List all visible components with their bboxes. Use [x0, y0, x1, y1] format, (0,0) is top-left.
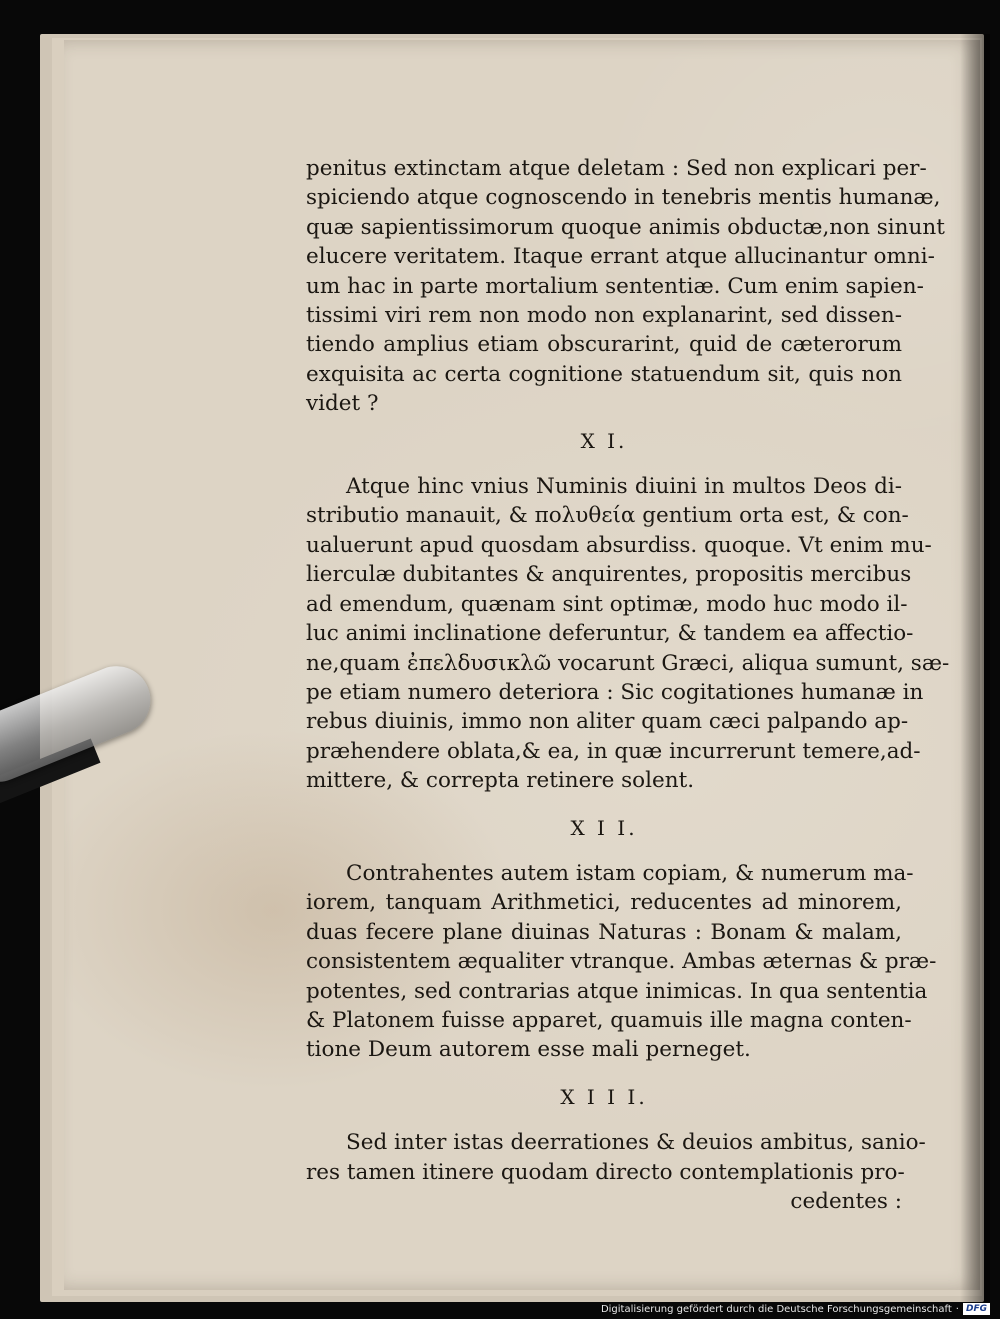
text-line: tione Deum autorem esse mali perneget.	[306, 1037, 751, 1063]
text-line: ne,quam ἐπελδυσικλῶ vocarunt Græci, aliqua sumunt, sæ-	[306, 650, 950, 676]
digitization-credit	[601, 1303, 990, 1315]
text-line: ad emendum, quænam sint optimæ, modo huc modo il-	[306, 591, 908, 617]
page-text	[306, 154, 950, 1216]
text-line: videt ?	[306, 391, 379, 417]
dfg-logo-icon: DFG	[963, 1303, 990, 1315]
catchword: cedentes :	[790, 1189, 902, 1214]
text-line: luc animi inclinatione deferuntur, & tandem ea affectio-	[306, 621, 914, 647]
text-line: Sed inter istas deerrationes & deuios ambitus, sanio-	[346, 1130, 926, 1156]
text-line: Contrahentes autem istam copiam, & numerum ma-	[346, 860, 914, 886]
text-line: potentes, sed contrarias atque inimicas. In qua sententia	[306, 978, 928, 1004]
text-line: stributio manauit, & πολυθεία gentium orta est, & con-	[306, 503, 909, 529]
text-line: mittere, & correpta retinere solent.	[306, 768, 695, 794]
text-line: res tamen itinere quodam directo contemplationis pro-	[306, 1159, 905, 1185]
text-line: um hac in parte mortalium sententiæ. Cum enim sapien-	[306, 273, 924, 299]
text-line: consistentem æqualiter vtranque. Ambas æternas & præ-	[306, 949, 937, 975]
text-line: quæ sapientissimorum quoque animis obductæ,non sinunt	[306, 214, 945, 240]
text-line: penitus extinctam atque deletam : Sed non explicari per-	[306, 156, 927, 181]
text-line: iorem, tanquam Arithmetici, reducentes ad minorem,	[306, 890, 902, 916]
text-line: ualuerunt apud quosdam absurdiss. quoque. Vt enim mu-	[306, 532, 932, 558]
text-line: tiendo amplius etiam obscurarint, quid de cæterorum	[306, 332, 902, 358]
text-line: & Platonem fuisse apparet, quamuis ille magna conten-	[306, 1007, 912, 1033]
text-line: exquisita ac certa cognitione statuendum sit, quis non	[306, 361, 902, 387]
text-line: rebus diuinis, immo non aliter quam cæci palpando ap-	[306, 709, 909, 735]
text-line: duas fecere plane diuinas Naturas : Bonam & malam,	[306, 919, 902, 945]
text-line: elucere veritatem. Itaque errant atque allucinantur omni-	[306, 244, 935, 270]
binding-shadow	[960, 34, 990, 1304]
section-heading-xiii: X I I I.	[560, 1084, 648, 1109]
section-heading-xi: X I.	[580, 428, 628, 453]
section-heading-xii: X I I.	[570, 815, 638, 840]
text-line: spiciendo atque cognoscendo in tenebris mentis humanæ,	[306, 185, 941, 211]
text-line: Atque hinc vnius Numinis diuini in multos Deos di-	[346, 474, 902, 500]
credit-text: Digitalisierung gefördert durch die Deutsche Forschungsgemeinschaft	[600, 1303, 952, 1315]
text-line: tissimi viri rem non modo non explanarint, sed dissen-	[306, 303, 902, 329]
text-line: præhendere oblata,& ea, in quæ incurrerunt temere,ad-	[306, 738, 921, 764]
text-line: lierculæ dubitantes & anquirentes, propositis mercibus	[306, 562, 912, 588]
separator-dot: ·	[955, 1303, 959, 1315]
text-line: pe etiam numero deteriora : Sic cogitationes humanæ in	[306, 679, 924, 705]
